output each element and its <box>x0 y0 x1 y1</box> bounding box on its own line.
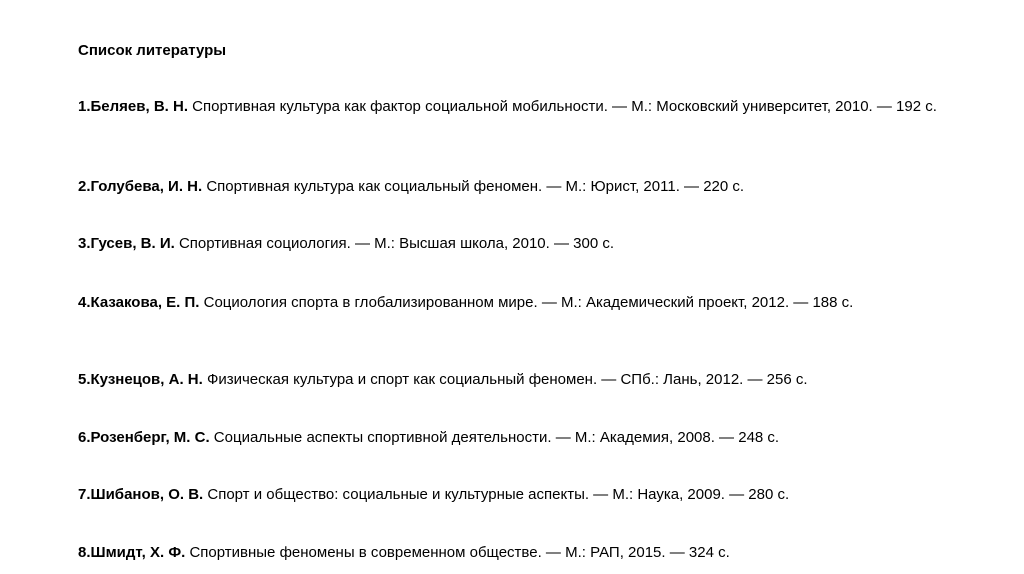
reference-text: Социальные аспекты спортивной деятельности. — М.: Академия, 2008. — 248 с. <box>209 429 780 446</box>
reference-author: Кузнецов, А. Н. <box>90 371 203 388</box>
reference-item <box>78 484 944 506</box>
reference-item <box>78 233 944 255</box>
reference-text: Спортивные феномены в современном обществе. — М.: РАП, 2015. — 324 с. <box>185 544 730 561</box>
reference-text: Физическая культура и спорт как социальный феномен. — СПб.: Лань, 2012. — 256 с. <box>202 371 808 388</box>
reference-item <box>78 96 944 118</box>
reference-item <box>78 369 944 391</box>
reference-number: 2. <box>78 178 91 195</box>
reference-author: Голубева, И. Н. <box>90 178 203 195</box>
reference-number: 4. <box>78 294 91 311</box>
reference-author: Шмидт, Х. Ф. <box>90 544 186 561</box>
reference-text: Спортивная культура как социальный феномен. — М.: Юрист, 2011. — 220 с. <box>202 178 745 195</box>
document-title: Список литературы <box>78 42 227 59</box>
reference-number: 7. <box>78 486 91 503</box>
reference-text: Социология спорта в глобализированном мире. — М.: Академический проект, 2012. — 188 с. <box>199 294 854 311</box>
reference-author: Шибанов, О. В. <box>90 486 204 503</box>
reference-item <box>78 542 944 564</box>
reference-item <box>78 292 944 314</box>
reference-number: 8. <box>78 544 91 561</box>
reference-text: Спортивная культура как фактор социальной мобильности. — М.: Московский университет, 2010. — 192 с. <box>188 98 937 115</box>
reference-item <box>78 176 944 198</box>
reference-number: 1. <box>78 98 91 115</box>
reference-number: 6. <box>78 429 91 446</box>
reference-author: Гусев, В. И. <box>90 235 175 252</box>
reference-author: Казакова, Е. П. <box>90 294 200 311</box>
reference-text: Спортивная социология. — М.: Высшая школа, 2010. — 300 с. <box>174 235 615 252</box>
reference-item <box>78 427 944 449</box>
reference-number: 5. <box>78 371 91 388</box>
reference-author: Розенберг, М. С. <box>90 429 210 446</box>
reference-text: Спорт и общество: социальные и культурные аспекты. — М.: Наука, 2009. — 280 с. <box>203 486 790 503</box>
reference-author: Беляев, В. Н. <box>90 98 188 115</box>
reference-number: 3. <box>78 235 91 252</box>
